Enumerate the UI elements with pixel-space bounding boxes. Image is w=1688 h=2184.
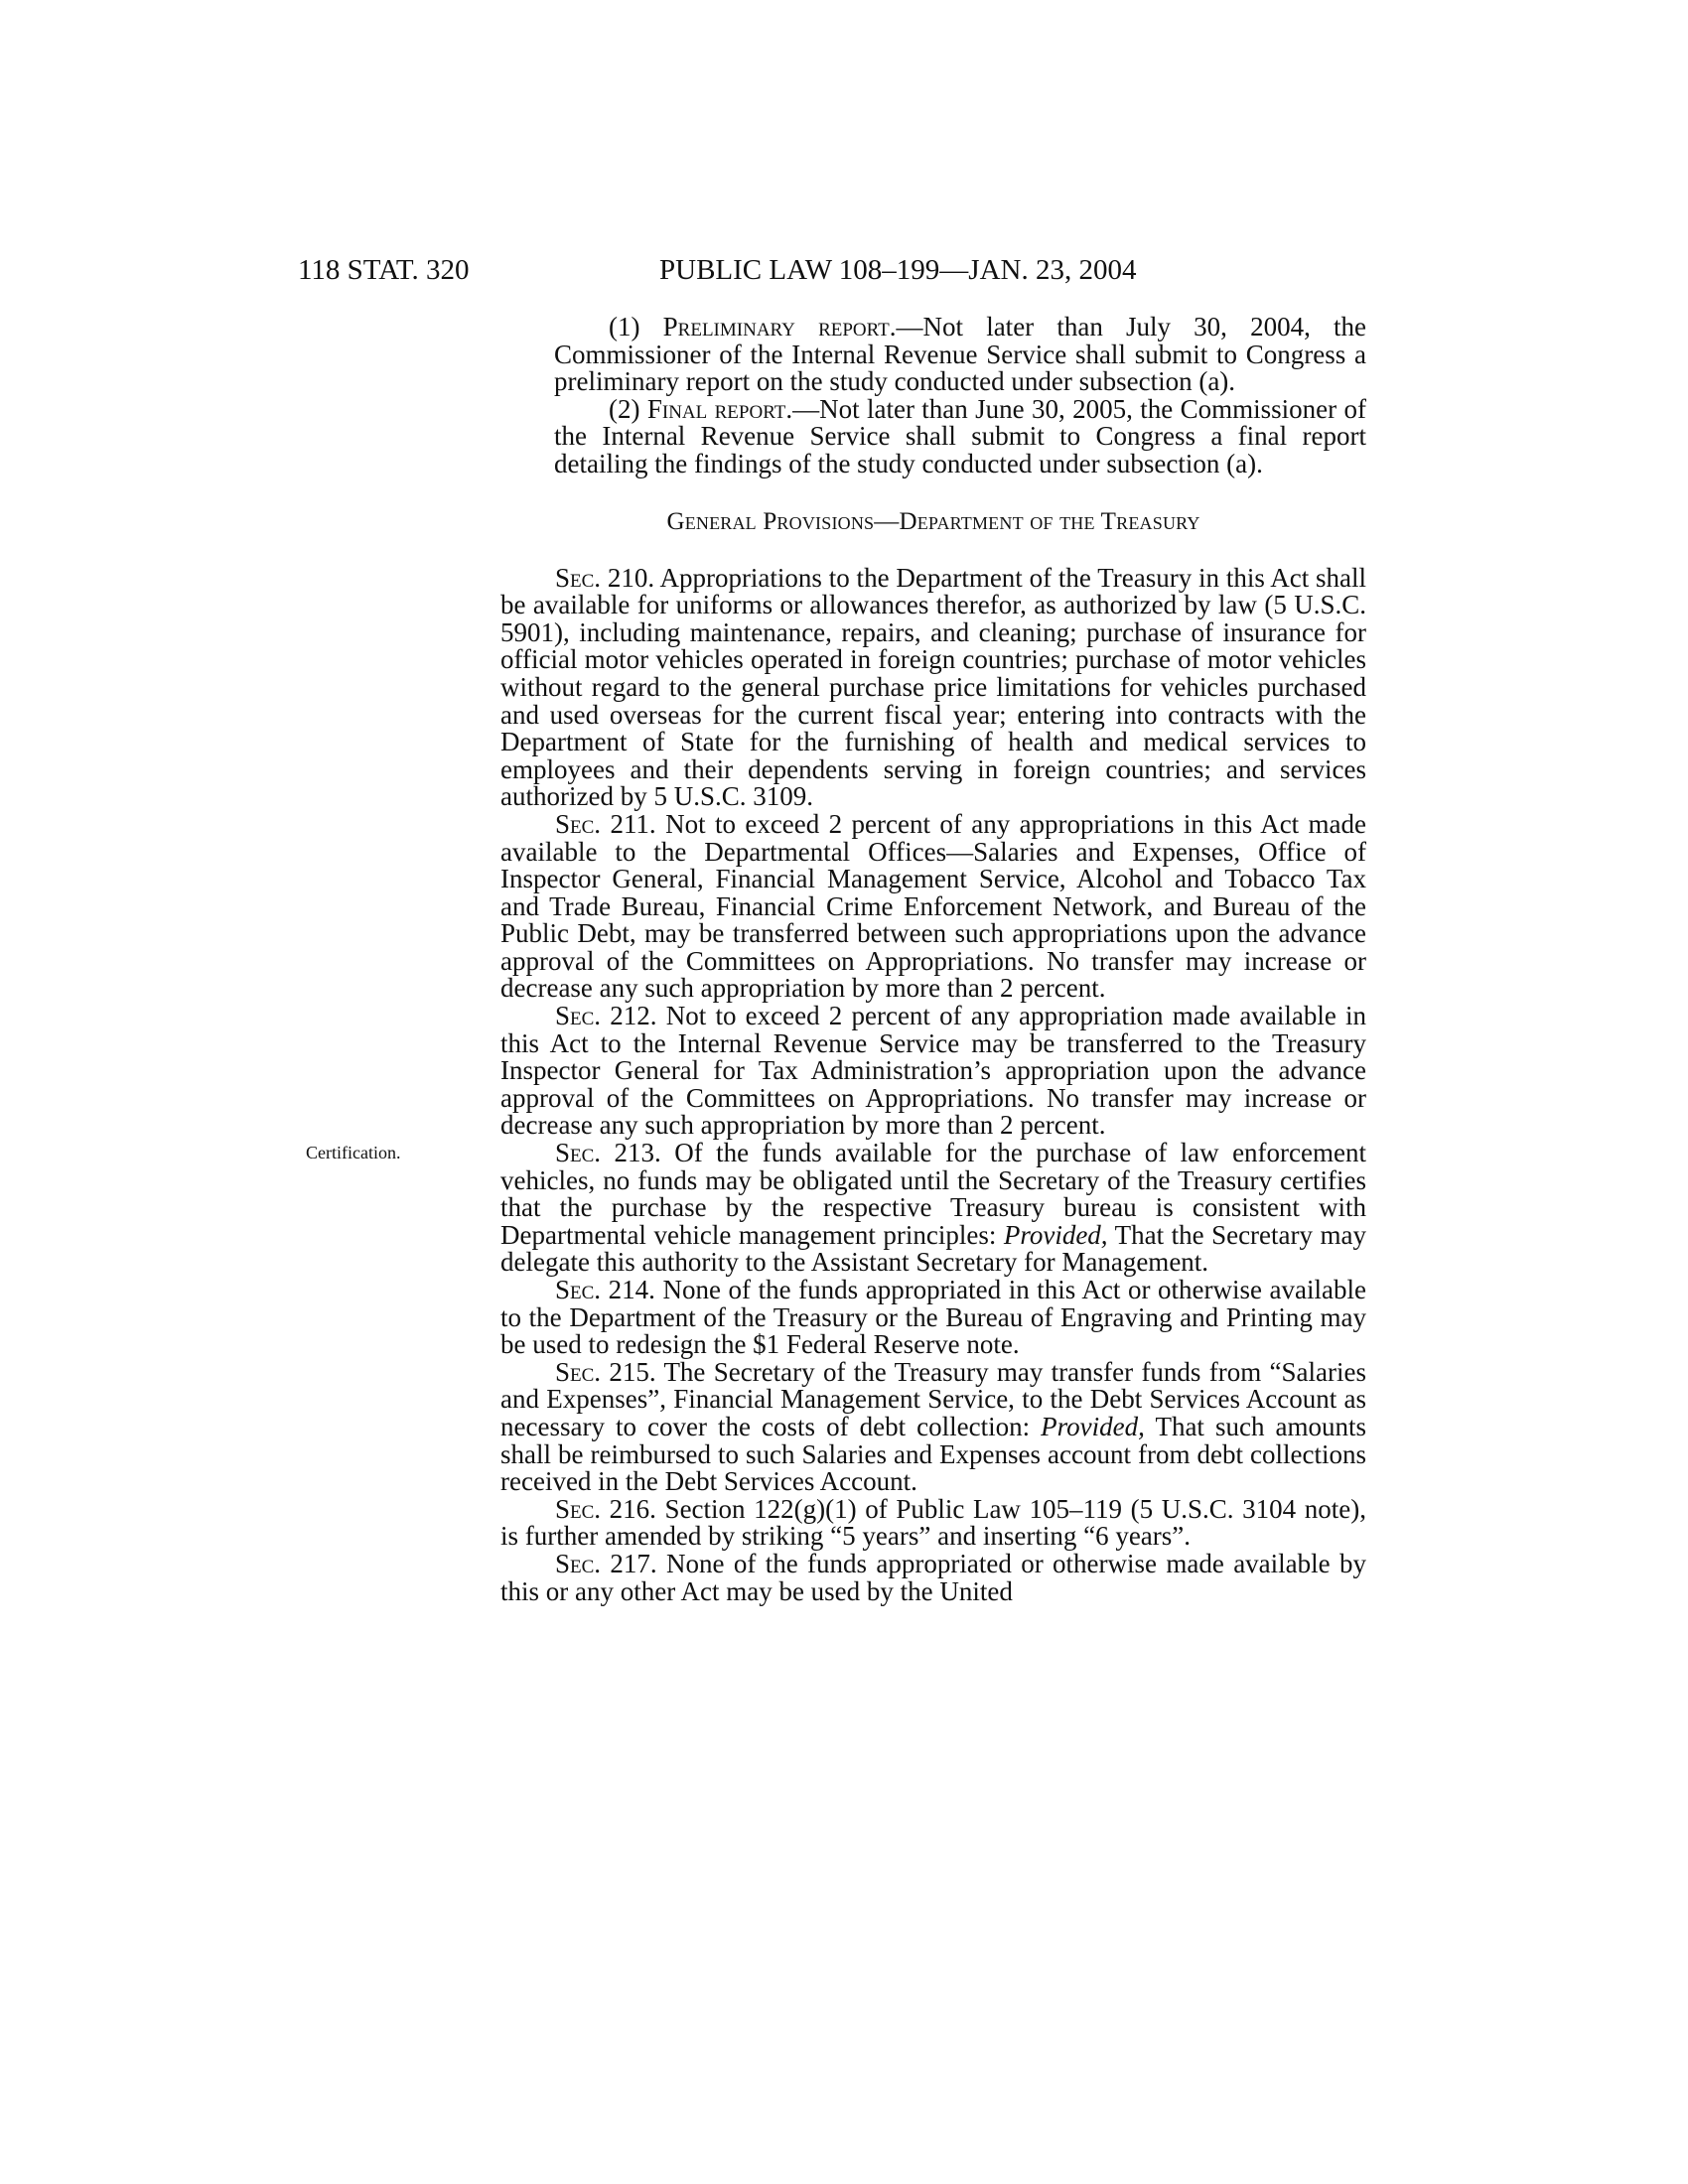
- running-header: [298, 250, 1370, 290]
- report-label: (1): [609, 312, 640, 341]
- proviso-italic: Provided,: [1003, 1219, 1108, 1250]
- sec-number: 211.: [610, 808, 656, 839]
- section-paragraph: [500, 1548, 1366, 1606]
- section-paragraph: [500, 1003, 1366, 1140]
- sec-label: Sec.: [555, 562, 602, 593]
- sec-label: Sec.: [555, 1493, 602, 1524]
- section-paragraph: [500, 1493, 1367, 1552]
- sec-text: That the Secretary may delegate this authority to the Assistant Secretary for Management.: [500, 1219, 1367, 1278]
- sec-label: Sec.: [555, 1356, 602, 1387]
- report-heading: Preliminary report.: [662, 312, 897, 341]
- sec-label: Sec.: [555, 1548, 602, 1578]
- sec-number: 216.: [609, 1493, 656, 1524]
- sec-number: 217.: [610, 1548, 657, 1578]
- report-heading: Final report.: [646, 393, 793, 424]
- proviso-italic: Provided,: [1041, 1411, 1145, 1441]
- section-paragraph: [500, 1356, 1367, 1497]
- report-text: —Not later than July 30, 2004, the Commissioner of the Internal Revenue Service shall submit to Congress a preliminary report on the study conducted under subsection (a).: [554, 312, 1366, 397]
- sec-text: The Secretary of the Treasury may transfer funds from “Salaries and Expenses”, Financial Management Service, to the Debt Services Account as necessary to cover the costs of debt collection:: [500, 1356, 1366, 1441]
- law-title: PUBLIC LAW 108–199—JAN. 23, 2004: [659, 254, 1137, 286]
- sec-number: 215.: [609, 1356, 656, 1387]
- sec-number: 210.: [607, 562, 655, 593]
- sec-text: Not to exceed 2 percent of any appropriations in this Act made available to the Departmental Offices—Salaries and Expenses, Office of Inspector General, Financial Management Service, Alcohol and Tobacco Tax and Trade Bureau, Financial Crime Enforcement Network, and Bureau of the Public Debt, may be transferred between such appropriations upon the advance approval of the Committees on Appropriations. No transfer may increase or decrease any such appropriation by more than 2 percent.: [500, 808, 1367, 1004]
- sec-text: None of the funds appropriated in this Act or otherwise available to the Department of the Treasury or the Bureau of Engraving and Printing may be used to redesign the $1 Federal Reserve note.: [500, 1275, 1366, 1360]
- document-body: [306, 312, 1367, 1606]
- sec-text: Appropriations to the Department of the Treasury in this Act shall be available for uniforms or allowances therefor, as authorized by law (5 U.S.C. 5901), including maintenance, repairs, and cleaning; purchase of insurance for official motor vehicles operated in foreign countries; purchase of motor vehicles without regard to the general purchase price limitations for vehicles purchased and used overseas for the current fiscal year; entering into contracts with the Department of State for the furnishing of health and medical services to employees and their dependents serving in foreign countries; and services authorized by 5 U.S.C. 3109.: [500, 562, 1367, 812]
- sec-text: Section 122(g)(1) of Public Law 105–119 (5 U.S.C. 3104 note), is further amended by striking “5 years” and inserting “6 years”.: [500, 1493, 1367, 1552]
- section-heading: General Provisions—Department of the Treasury: [666, 507, 1200, 535]
- sec-text: Not to exceed 2 percent of any appropriation made available in this Act to the Internal Revenue Service may be transferred to the Treasury Inspector General for Tax Administration’s appropriation upon the advance approval of the Committees on Appropriations. No transfer may increase or decrease any such appropriation by more than 2 percent.: [500, 1001, 1367, 1141]
- sec-number: 213.: [614, 1138, 661, 1168]
- report-paragraph: [554, 314, 1366, 396]
- report-text: —Not later than June 30, 2005, the Commissioner of the Internal Revenue Service shall submit to Congress a final report detailing the findings of the study conducted under subsection (a).: [554, 393, 1367, 478]
- report-label: (2): [609, 393, 640, 424]
- sec-label: Sec.: [555, 1275, 602, 1304]
- sec-text: Of the funds available for the purchase of law enforcement vehicles, no funds may be obligated until the Secretary of the Treasury certifies that the purchase by the respective Treasury bureau is consistent with Departmental vehicle management principles:: [500, 1138, 1366, 1250]
- sec-number: 212.: [610, 1001, 657, 1031]
- report-subsections: [500, 314, 1366, 478]
- section-paragraph: [500, 1277, 1366, 1359]
- sec-label: Sec.: [555, 1001, 602, 1031]
- section-paragraph: [500, 562, 1367, 812]
- sec-label: Sec.: [555, 808, 602, 839]
- sec-text: None of the funds appropriated or otherwise made available by this or any other Act may be used by the United: [500, 1548, 1366, 1606]
- section-paragraph: [500, 1140, 1366, 1277]
- sec-label: Sec.: [555, 1138, 602, 1168]
- sec-number: 214.: [608, 1275, 655, 1304]
- stat-page-number: 118 STAT. 320: [298, 254, 470, 286]
- section-paragraph: [500, 808, 1367, 1004]
- report-paragraph: [554, 393, 1367, 478]
- margin-note: Certification.: [306, 1143, 401, 1163]
- sec-text: That such amounts shall be reimbursed to such Salaries and Expenses account from debt collections received in the Debt Services Account.: [500, 1411, 1367, 1497]
